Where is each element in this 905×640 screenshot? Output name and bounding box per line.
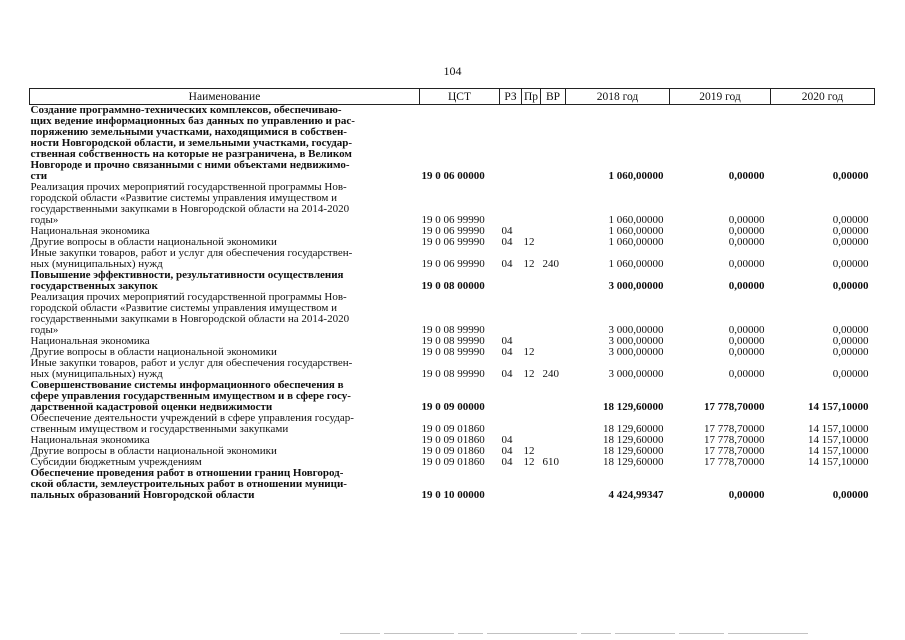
cell-y2019: 17 778,70000 — [704, 423, 765, 435]
scan-artifact — [340, 630, 900, 636]
table-header — [30, 89, 875, 105]
cell-cst: 19 0 08 99990 — [421, 368, 485, 380]
cell-rz: 04 — [501, 346, 513, 358]
cell-vr: 240 — [542, 258, 559, 270]
table-row — [30, 182, 875, 226]
cell-pr: 12 — [523, 368, 535, 380]
cell-pr: 12 — [523, 236, 535, 248]
cell-y2018: 1 060,00000 — [608, 170, 664, 182]
row-name-line: годы» — [30, 214, 59, 226]
table-row — [30, 358, 875, 380]
cell-y2018: 18 129,60000 — [603, 434, 664, 446]
cell-y2018: 1 060,00000 — [608, 225, 664, 237]
cell-y2020: 14 157,10000 — [808, 445, 869, 457]
cell-y2020: 14 157,10000 — [808, 423, 869, 435]
cell-pr: 12 — [523, 456, 535, 468]
cell-y2018: 18 129,60000 — [603, 445, 664, 457]
cell-cst: 19 0 08 99990 — [421, 346, 485, 358]
row-name-line: поряжению земельными участками, находящимися в собствен- — [30, 126, 347, 138]
cell-vr — [541, 435, 566, 446]
cell-rz: 04 — [501, 258, 513, 270]
row-name-line: ственная собственность на которые не разграничена, в Великом — [30, 148, 352, 160]
cell-vr: 240 — [542, 368, 559, 380]
cell-y2019: 0,00000 — [728, 335, 765, 347]
cell-y2020: 0,00000 — [832, 236, 869, 248]
header-cst: ЦСТ — [420, 89, 500, 105]
cell-y2020: 0,00000 — [832, 335, 869, 347]
row-name-line: ных (муниципальных) нужд — [30, 258, 163, 270]
cell-y2020: 0,00000 — [832, 368, 869, 380]
cell-y2020: 14 157,10000 — [808, 434, 869, 446]
cell-y2020: 0,00000 — [832, 346, 869, 358]
row-name-line: Национальная экономика — [30, 434, 150, 446]
cell-rz: 04 — [501, 225, 513, 237]
cell-vr — [541, 270, 566, 292]
row-name — [30, 270, 420, 292]
cell-cst: 19 0 10 00000 — [421, 489, 485, 501]
cell-cst: 19 0 06 00000 — [421, 170, 485, 182]
table-body — [30, 105, 875, 502]
cell-y2018: 4 424,99347 — [608, 489, 664, 501]
cell-rz — [500, 270, 522, 292]
cell-y2020: 0,00000 — [832, 489, 869, 501]
cell-y2018: 18 129,60000 — [603, 423, 664, 435]
table-row — [30, 468, 875, 501]
budget-table — [29, 88, 875, 501]
cell-pr: 12 — [523, 346, 535, 358]
table-row — [30, 292, 875, 336]
cell-pr — [522, 468, 541, 501]
cell-cst: 19 0 09 01860 — [421, 456, 485, 468]
row-name — [30, 380, 420, 413]
cell-y2019: 0,00000 — [728, 280, 765, 292]
cell-vr — [541, 292, 566, 336]
cell-rz — [500, 468, 522, 501]
cell-y2019: 0,00000 — [728, 368, 765, 380]
table-row — [30, 380, 875, 413]
cell-y2020: 0,00000 — [832, 324, 869, 336]
row-name — [30, 468, 420, 501]
cell-y2019: 17 778,70000 — [704, 456, 765, 468]
cell-y2018: 18 129,60000 — [603, 401, 664, 413]
row-name-line: Другие вопросы в области национальной экономики — [30, 346, 277, 358]
cell-pr — [522, 182, 541, 226]
cell-vr — [541, 380, 566, 413]
cell-vr — [541, 336, 566, 347]
cell-y2019: 17 778,70000 — [704, 445, 765, 457]
row-name-line: щих ведение информационных баз данных по управлению и рас- — [30, 115, 355, 127]
cell-cst: 19 0 08 99990 — [421, 324, 485, 336]
cell-rz — [500, 413, 522, 435]
row-name-line: Национальная экономика — [30, 335, 150, 347]
cell-rz: 04 — [501, 335, 513, 347]
cell-y2020: 0,00000 — [832, 214, 869, 226]
row-name-line: Создание программно-технических комплексов, обеспечиваю- — [30, 104, 342, 116]
cell-pr — [522, 270, 541, 292]
row-name — [30, 358, 420, 380]
row-name-line: ственным имуществом и государственными закупками — [30, 423, 289, 435]
cell-vr — [541, 182, 566, 226]
row-name-line: Другие вопросы в области национальной экономики — [30, 445, 277, 457]
cell-rz — [500, 292, 522, 336]
row-name-line: государственными закупками в Новгородской области на 2014-2020 — [30, 203, 350, 215]
header-name: Наименование — [30, 89, 420, 105]
cell-rz — [500, 105, 522, 183]
cell-cst: 19 0 09 01860 — [421, 445, 485, 457]
cell-cst: 19 0 06 99990 — [421, 258, 485, 270]
cell-y2018: 3 000,00000 — [608, 280, 664, 292]
cell-cst: 19 0 06 99990 — [421, 214, 485, 226]
table-row — [30, 270, 875, 292]
cell-rz: 04 — [501, 236, 513, 248]
row-name-line: Субсидии бюджетным учреждениям — [30, 456, 202, 468]
cell-y2019: 0,00000 — [728, 346, 765, 358]
row-name-line: сти — [30, 170, 48, 182]
cell-vr — [541, 468, 566, 501]
cell-y2019: 17 778,70000 — [704, 401, 765, 413]
header-vr: ВР — [541, 89, 566, 105]
cell-vr — [541, 105, 566, 183]
row-name-line: Обеспечение деятельности учреждений в сфере управления государ- — [30, 412, 354, 424]
cell-rz — [500, 182, 522, 226]
cell-pr: 12 — [523, 258, 535, 270]
cell-rz — [500, 380, 522, 413]
row-name-line: Совершенствование системы информационного обеспечения в — [30, 379, 344, 391]
cell-pr: 12 — [523, 445, 535, 457]
cell-y2019: 17 778,70000 — [704, 434, 765, 446]
cell-y2018: 1 060,00000 — [608, 258, 664, 270]
cell-rz: 04 — [501, 456, 513, 468]
row-name-line: пальных образований Новгородской области — [30, 489, 255, 501]
cell-y2018: 1 060,00000 — [608, 214, 664, 226]
cell-rz: 04 — [501, 368, 513, 380]
row-name-line: сфере управления государственным имуществом и в сфере госу- — [30, 390, 351, 402]
row-name — [30, 182, 420, 226]
table-row — [30, 105, 875, 183]
row-name — [30, 105, 420, 183]
row-name-line: годы» — [30, 324, 59, 336]
cell-vr: 610 — [542, 456, 559, 468]
cell-vr — [541, 226, 566, 237]
cell-y2019: 0,00000 — [728, 258, 765, 270]
cell-cst: 19 0 09 01860 — [421, 434, 485, 446]
cell-vr — [541, 413, 566, 435]
header-2020: 2020 год — [771, 89, 875, 105]
header-row — [30, 89, 875, 105]
row-name-line: Реализация прочих мероприятий государственной программы Нов- — [30, 291, 347, 303]
cell-y2020: 0,00000 — [832, 258, 869, 270]
header-rz: РЗ — [500, 89, 522, 105]
row-name — [30, 413, 420, 435]
row-name-line: государственных закупок — [30, 280, 158, 292]
row-name-line: дарственной кадастровой оценки недвижимости — [30, 401, 273, 413]
cell-pr — [522, 105, 541, 183]
header-pr: Пр — [522, 89, 541, 105]
cell-y2019: 0,00000 — [728, 489, 765, 501]
cell-y2020: 0,00000 — [832, 225, 869, 237]
cell-cst: 19 0 06 99990 — [421, 225, 485, 237]
table-row — [30, 248, 875, 270]
cell-rz: 04 — [501, 434, 513, 446]
row-name-line: городской области «Развитие системы управления имуществом и — [30, 302, 337, 314]
cell-y2018: 3 000,00000 — [608, 346, 664, 358]
row-name-line: Иные закупки товаров, работ и услуг для обеспечения государствен- — [30, 247, 353, 259]
cell-pr — [522, 292, 541, 336]
row-name — [30, 292, 420, 336]
cell-vr — [541, 237, 566, 248]
cell-vr — [541, 347, 566, 358]
row-name-line: Другие вопросы в области национальной экономики — [30, 236, 277, 248]
row-name-line: ской области, землеустроительных работ в отношении муници- — [30, 478, 347, 490]
cell-cst: 19 0 08 00000 — [421, 280, 485, 292]
cell-rz: 04 — [501, 445, 513, 457]
cell-y2018: 18 129,60000 — [603, 456, 664, 468]
row-name-line: городской области «Развитие системы управления имуществом и — [30, 192, 337, 204]
cell-pr — [522, 380, 541, 413]
cell-y2018: 3 000,00000 — [608, 324, 664, 336]
cell-y2019: 0,00000 — [728, 324, 765, 336]
cell-y2019: 0,00000 — [728, 214, 765, 226]
cell-cst: 19 0 08 99990 — [421, 335, 485, 347]
row-name — [30, 248, 420, 270]
cell-y2019: 0,00000 — [728, 236, 765, 248]
table-row — [30, 413, 875, 435]
cell-y2020: 0,00000 — [832, 170, 869, 182]
cell-y2020: 14 157,10000 — [808, 456, 869, 468]
cell-y2019: 0,00000 — [728, 170, 765, 182]
cell-pr — [522, 413, 541, 435]
cell-cst: 19 0 09 00000 — [421, 401, 485, 413]
header-2019: 2019 год — [670, 89, 771, 105]
row-name-line: Реализация прочих мероприятий государственной программы Нов- — [30, 181, 347, 193]
row-name-line: Обеспечение проведения работ в отношении границ Новгород- — [30, 467, 344, 479]
cell-y2018: 1 060,00000 — [608, 236, 664, 248]
row-name-line: Повышение эффективности, результативности осуществления — [30, 269, 344, 281]
cell-y2020: 0,00000 — [832, 280, 869, 292]
cell-y2018: 3 000,00000 — [608, 368, 664, 380]
cell-y2020: 14 157,10000 — [808, 401, 869, 413]
row-name-line: Национальная экономика — [30, 225, 150, 237]
row-name-line: Новгороде и прочно связанными с ними объектами недвижимо- — [30, 159, 350, 171]
cell-y2019: 0,00000 — [728, 225, 765, 237]
row-name-line: государственными закупками в Новгородской области на 2014-2020 — [30, 313, 350, 325]
row-name-line: Иные закупки товаров, работ и услуг для обеспечения государствен- — [30, 357, 353, 369]
row-name-line: ных (муниципальных) нужд — [30, 368, 163, 380]
row-name-line: ности Новгородской области, и земельными участками, государ- — [30, 137, 353, 149]
cell-cst: 19 0 09 01860 — [421, 423, 485, 435]
page-number: 104 — [443, 64, 462, 78]
cell-cst: 19 0 06 99990 — [421, 236, 485, 248]
header-2018: 2018 год — [566, 89, 670, 105]
cell-y2018: 3 000,00000 — [608, 335, 664, 347]
